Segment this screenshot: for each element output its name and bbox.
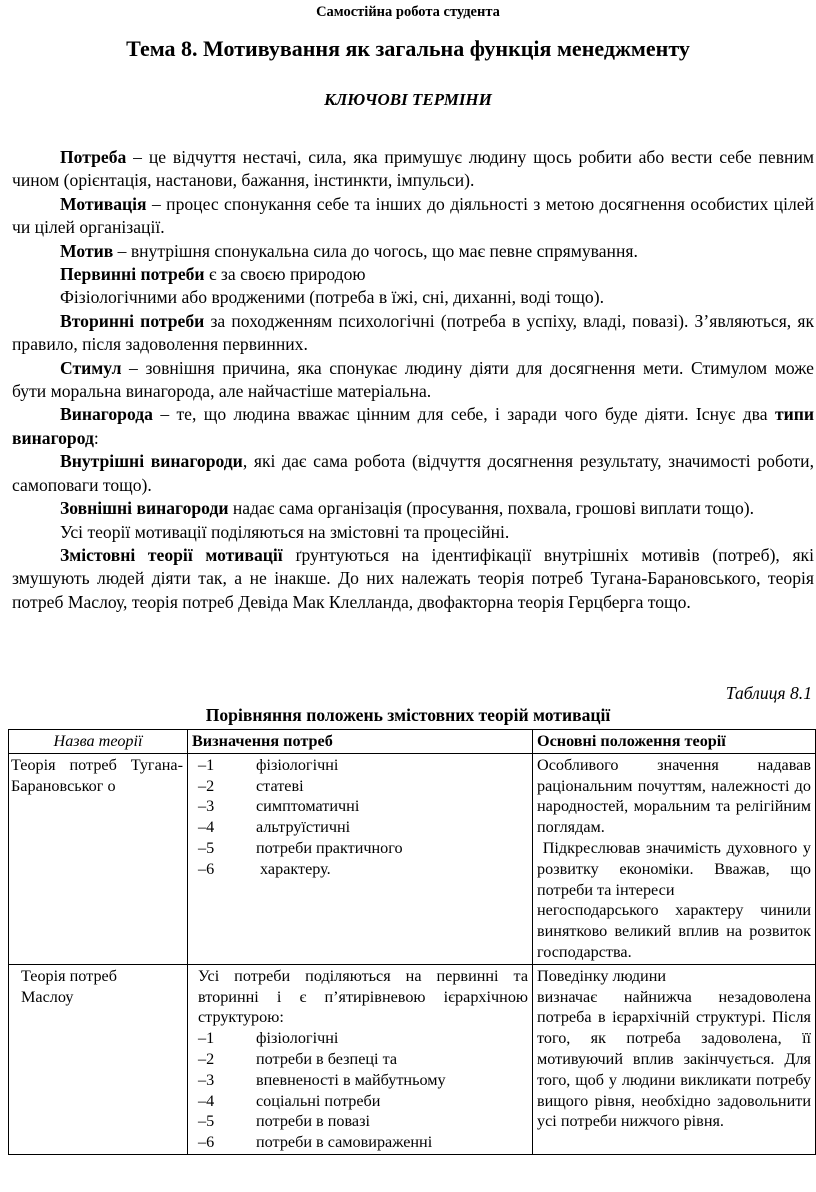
definition: є за своєю природою — [204, 264, 366, 285]
paragraph-motive — [12, 240, 814, 263]
list-item: –4 альтруїстичні — [198, 818, 351, 837]
theory-name-cell: Теорія потреб Маслоу — [9, 964, 188, 1154]
list-item: –3 симптоматичні — [198, 797, 360, 816]
definition: – процес спонукання себе та інших до діяльності з метою досягнення особистих цілей чи цілей організації. — [12, 193, 814, 238]
definition: , які дає сама робота (відчуття досягнення результату, значимості роботи, самоповаги тощо). — [12, 451, 814, 495]
term: Вторинні потреби — [60, 310, 205, 331]
needs-cell — [188, 753, 533, 964]
term: Первинні потреби — [60, 264, 205, 285]
list-item: –5 потреби практичного — [198, 838, 403, 857]
header-needs-definition: Визначення потреб — [188, 730, 533, 754]
paragraph-external-rewards — [12, 497, 814, 520]
needs-list — [198, 755, 528, 880]
paragraph-primary-needs — [12, 263, 814, 286]
list-item: –1 фізіологічні — [198, 1029, 339, 1048]
page-title: Тема 8. Мотивування як загальна функція менеджменту — [126, 36, 690, 61]
term: Винагорода — [60, 404, 153, 425]
principle-text: Особливого значення надавав раціональним почуттям, належності до народностей, моральним та релігійним поглядам. — [537, 755, 811, 837]
needs-cell — [188, 964, 533, 1154]
term: Внутрішні винагороди — [60, 451, 243, 472]
list-item: –5 потреби в повазі — [198, 1112, 370, 1131]
header-theory-name: Назва теорії — [9, 730, 188, 754]
list-item: –2 потреби в безпеці та — [198, 1049, 398, 1068]
needs-list — [198, 1028, 528, 1153]
paragraph-reward — [12, 403, 814, 450]
principle-text: негосподарського характеру чинили винятково великий вплив на розвиток господарства. — [537, 901, 811, 961]
term: типи винагород — [12, 404, 814, 448]
table-title: Порівняння положень змістовних теорій мотивації — [205, 705, 611, 725]
definition: Фізіологічними або вродженими (потреба в їжі, сні, диханні, воді тощо). — [60, 287, 604, 308]
header-main-principles: Основні положення теорії — [533, 730, 816, 754]
term: Мотивація — [60, 193, 147, 214]
definition: ґрунтуються на ідентифікації внутрішніх мотивів (потреб), які змушують людей діяти так, а не інакше. До них належать теорія потреб Тугана-Барановського, теорія потреб Маслоу, теорія потреб Девіда Мак Клелланда, двофакторна теорія Герцберга тощо. — [12, 544, 814, 612]
paragraph-need — [12, 146, 814, 193]
list-item: –6 потреби в самовираженні — [198, 1133, 433, 1152]
paragraph-stimulus — [12, 357, 814, 404]
paragraph-motivation — [12, 193, 814, 240]
theory-name-cell: Теорія потреб Тугана-Барановськог о — [9, 753, 188, 964]
definition: – це відчуття нестачі, сила, яка примушує людину щось робити або вести себе певним чином (орієнтація, настанови, бажання, інстинкти, імпульси). — [12, 147, 814, 191]
paragraph-internal-rewards — [12, 450, 814, 497]
list-item: –1 фізіологічні — [198, 755, 339, 774]
definition: Усі теорії мотивації поділяються на змістовні та процесійні. — [60, 521, 510, 542]
list-item: –4 соціальні потреби — [198, 1091, 381, 1110]
definition: – те, що людина вважає цінним для себе, і заради чого буде діяти. Існує два — [152, 404, 775, 425]
table-row — [9, 964, 816, 1154]
definition: надає сама організація (просування, похвала, грошові виплати тощо). — [228, 498, 755, 519]
needs-intro: Усі потреби поділяються на первинні та вторинні і є п’ятирівневою ієрархічною структурою: — [198, 966, 528, 1027]
paragraph-secondary-needs — [12, 310, 814, 357]
principle-text: визначає найнижча незадоволена потреба в ієрархічній структурі. Після того, як потреба задоволена, її мотивуючий вплив закінчується. Для того, щоб у людини викликати потребу вищого рівня, необхідно задовольнити усі потреби нижчого рівня. — [537, 987, 811, 1131]
table-row — [9, 753, 816, 964]
paragraph-theories — [12, 521, 814, 544]
definition: : — [93, 427, 99, 448]
paragraph-content-theories — [12, 544, 814, 614]
definition: – внутрішня спонукальна сила до чогось, що має певне спрямування. — [113, 240, 638, 261]
term: Потреба — [60, 147, 127, 167]
definition: – зовнішня причина, яка спонукає людину діяти для досягнення мети. Стимулом може бути моральна винагорода, але найчастіше матеріальна. — [12, 357, 814, 402]
term: Зовнішні винагороди — [60, 498, 229, 519]
term: Мотив — [60, 240, 114, 261]
principles-cell — [533, 964, 816, 1154]
list-item: –3 впевненості в майбутньому — [198, 1070, 446, 1089]
principles-cell — [533, 753, 816, 964]
key-terms-heading: КЛЮЧОВІ ТЕРМІНИ — [324, 90, 492, 109]
paragraph-physiological — [12, 286, 814, 309]
list-item: –2 статеві — [198, 776, 304, 795]
term: Змістовні теорії мотивації — [60, 544, 283, 565]
principle-text: Поведінку людини — [537, 966, 667, 985]
theories-comparison-table — [8, 729, 816, 1155]
page-header: Самостійна робота студента — [316, 4, 500, 20]
list-item: –6 характеру. — [198, 859, 331, 878]
table-caption: Таблиця 8.1 — [725, 683, 812, 703]
term: Стимул — [60, 357, 122, 378]
table-header-row — [9, 730, 816, 754]
definition: за походженням психологічні (потреба в успіху, владі, повазі). З’являються, як правило, після задоволення первинних. — [12, 310, 814, 355]
principle-text: Підкреслював значимість духовного у розвитку економіки. Вважав, що потреби та інтереси — [537, 838, 816, 899]
key-terms-body — [12, 146, 814, 614]
